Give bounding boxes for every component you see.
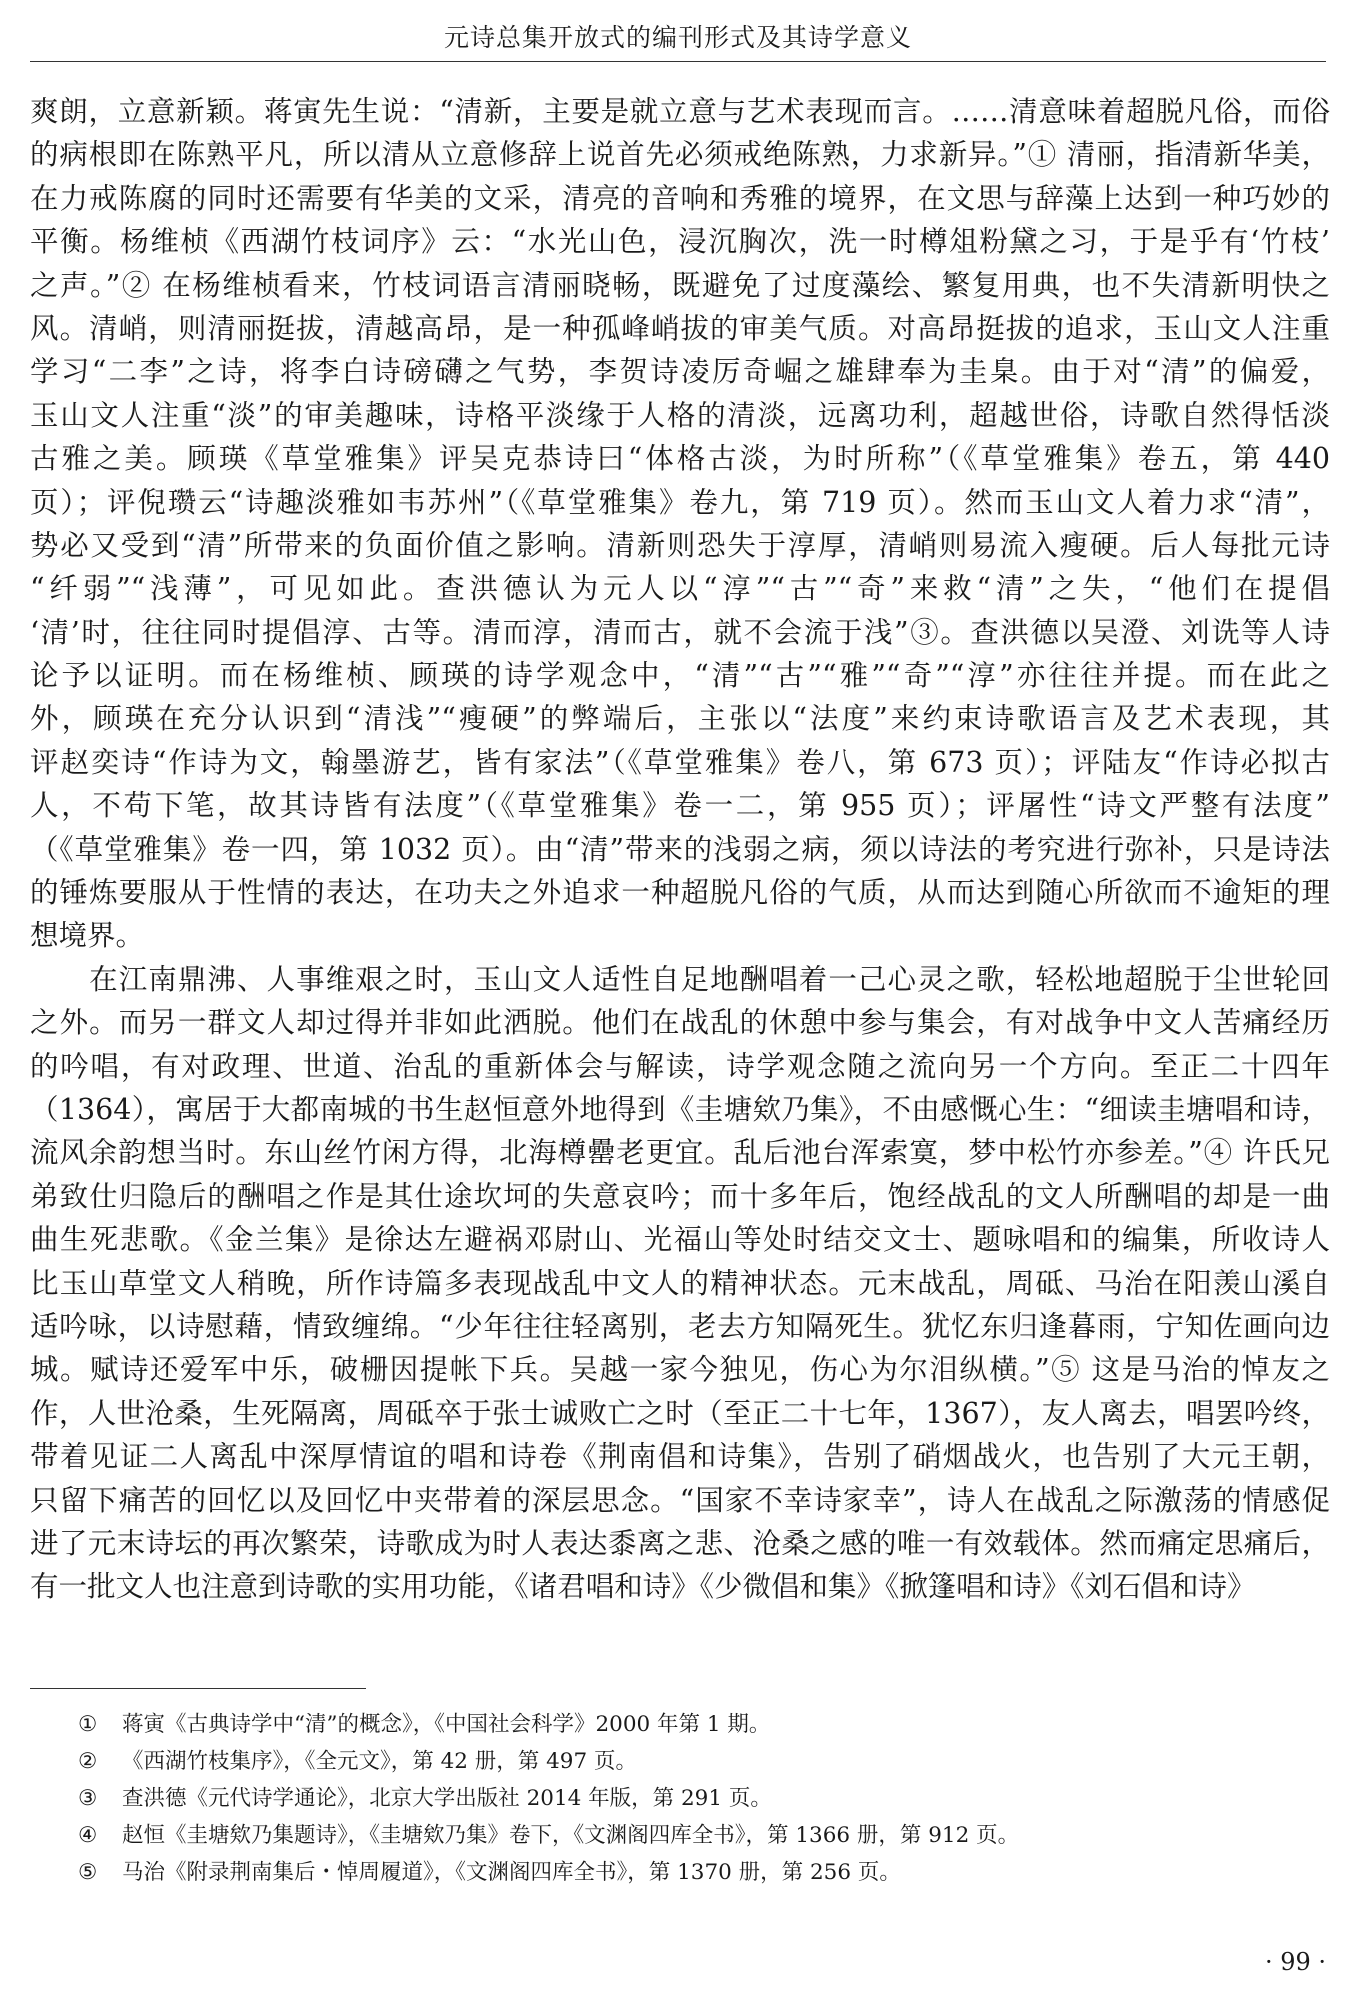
text-line: ‘清’时，往往同时提倡淳、古等。清而淳，清而古，就不会流于浅”③。查洪德以吴澄、刘诜等人诗 (30, 615, 1330, 649)
page-number: · 99 · (1264, 1948, 1326, 1976)
footnote-text: 赵恒《圭塘欸乃集题诗》，《圭塘欸乃集》卷下，《文渊阁四库全书》，第 1366 册，第 912 页。 (122, 1823, 1020, 1848)
text-line: 在力戒陈腐的同时还需要有华美的文采，清亮的音响和秀雅的境界，在文思与辞藻上达到一种巧妙的 (30, 181, 1330, 215)
footnote-number: ④ (78, 1823, 98, 1848)
running-header: 元诗总集开放式的编刊形式及其诗学意义 (443, 23, 912, 52)
text-line: 曲生死悲歌。《金兰集》是徐达左避祸邓尉山、光福山等处时结交文士、题咏唱和的编集，所收诗人 (30, 1223, 1330, 1257)
footnote-item (78, 1706, 1019, 1743)
footnote-number: ⑤ (78, 1860, 98, 1885)
text-line: 势必又受到“清”所带来的负面价值之影响。清新则恐失于淳厚，清峭则易流入瘦硬。后人每批元诗 (30, 528, 1330, 562)
main-text (30, 90, 1330, 1609)
text-line: 的锤炼要服从于性情的表达，在功夫之外追求一种超脱凡俗的气质，从而达到随心所欲而不逾矩的理 (30, 876, 1330, 910)
text-line: 带着见证二人离乱中深厚情谊的唱和诗卷《荆南倡和诗集》，告别了硝烟战火，也告别了大元王朝， (30, 1440, 1330, 1474)
text-line: 页）；评倪瓒云“诗趣淡雅如韦苏州”（《草堂雅集》卷九，第 719 页）。然而玉山文人着力求“清”， (30, 485, 1330, 519)
text-line: 人，不苟下笔，故其诗皆有法度”（《草堂雅集》卷一二，第 955 页）；评屠性“诗文严整有法度” (30, 789, 1330, 823)
text-line: 学习“二李”之诗，将李白诗磅礴之气势，李贺诗凌厉奇崛之雄肆奉为圭臬。由于对“清”的偏爱， (30, 355, 1330, 389)
text-line: 玉山文人注重“淡”的审美趣味，诗格平淡缘于人格的清淡，远离功利，超越世俗，诗歌自然得恬淡 (30, 398, 1330, 432)
footnote-text: 马治《附录荆南集后・悼周履道》，《文渊阁四库全书》，第 1370 册，第 256 页。 (122, 1860, 901, 1885)
paragraph-1 (30, 90, 1330, 958)
footnote-item (78, 1780, 1019, 1817)
footnote-rule (30, 1688, 366, 1689)
paragraph-2 (30, 958, 1330, 1609)
text-line: 论予以证明。而在杨维桢、顾瑛的诗学观念中，“清”“古”“雅”“奇”“淳”亦往往并提。而在此之 (30, 659, 1330, 693)
text-line: （1364），寓居于大都南城的书生赵恒意外地得到《圭塘欸乃集》，不由感慨心生：“细读圭塘唱和诗， (30, 1092, 1330, 1126)
text-line: 比玉山草堂文人稍晚，所作诗篇多表现战乱中文人的精神状态。元末战乱，周砥、马治在阳羡山溪自 (30, 1266, 1330, 1300)
text-line: 只留下痛苦的回忆以及回忆中夹带着的深层思念。“国家不幸诗家幸”，诗人在战乱之际激荡的情感促 (30, 1483, 1330, 1517)
text-line: 古雅之美。顾瑛《草堂雅集》评吴克恭诗曰“体格古淡，为时所称”（《草堂雅集》卷五，第 440 (30, 442, 1330, 476)
footnote-item (78, 1817, 1019, 1854)
header-rule (30, 61, 1326, 62)
footnote-text: 查洪德《元代诗学通论》，北京大学出版社 2014 年版，第 291 页。 (122, 1786, 772, 1811)
text-line: 适吟咏，以诗慰藉，情致缠绵。“少年往往轻离别，老去方知隔死生。犹忆东归逢暮雨，宁知佐画向边 (30, 1309, 1330, 1343)
text-line: 作，人世沧桑，生死隔离，周砥卒于张士诚败亡之时（至正二十七年，1367），友人离去，唱罢吟终， (30, 1396, 1330, 1430)
footnote-item (78, 1743, 1019, 1780)
text-line: 流风余韵想当时。东山丝竹闲方得，北海樽罍老更宜。乱后池台浑索寞，梦中松竹亦参差。”④ 许氏兄 (30, 1136, 1330, 1170)
text-line: 评赵奕诗“作诗为文，翰墨游艺，皆有家法”（《草堂雅集》卷八，第 673 页）；评陆友“作诗必拟古 (30, 745, 1330, 779)
text-line: 之声。”② 在杨维桢看来，竹枝词语言清丽晓畅，既避免了过度藻绘、繁复用典，也不失清新明快之 (30, 268, 1330, 302)
footnote-number: ② (78, 1749, 98, 1774)
text-line: “纤弱”“浅薄”，可见如此。查洪德认为元人以“淳”“古”“奇”来救“清”之失，“他们在提倡 (30, 572, 1330, 606)
text-line: 进了元末诗坛的再次繁荣，诗歌成为时人表达黍离之悲、沧桑之感的唯一有效载体。然而痛定思痛后， (30, 1526, 1330, 1560)
text-line: 外，顾瑛在充分认识到“清浅”“瘦硬”的弊端后，主张以“法度”来约束诗歌语言及艺术表现，其 (30, 702, 1330, 736)
footnote-text: 《西湖竹枝集序》，《全元文》，第 42 册，第 497 页。 (122, 1749, 637, 1774)
footnotes (78, 1706, 1019, 1891)
footnote-text: 蒋寅《古典诗学中“清”的概念》，《中国社会科学》2000 年第 1 期。 (122, 1712, 771, 1737)
text-line: （《草堂雅集》卷一四，第 1032 页）。由“清”带来的浅弱之病，须以诗法的考究进行弥补，只是诗法 (30, 832, 1330, 866)
text-line: 想境界。 (30, 919, 145, 953)
footnote-item (78, 1854, 1019, 1891)
text-line: 在江南鼎沸、人事维艰之时，玉山文人适性自足地酬唱着一己心灵之歌，轻松地超脱于尘世轮回 (30, 962, 1330, 996)
text-line: 之外。而另一群文人却过得并非如此洒脱。他们在战乱的休憩中参与集会，有对战争中文人苦痛经历 (30, 1006, 1330, 1040)
text-line: 有一批文人也注意到诗歌的实用功能，《诸君唱和诗》《少微倡和集》《掀篷唱和诗》《刘石倡和诗》 (30, 1570, 1256, 1604)
footnote-number: ① (78, 1712, 98, 1737)
text-line: 平衡。杨维桢《西湖竹枝词序》云：“水光山色，浸沉胸次，洗一时樽俎粉黛之习，于是乎有‘竹枝’ (30, 225, 1330, 259)
footnote-number: ③ (78, 1786, 98, 1811)
text-line: 弟致仕归隐后的酬唱之作是其仕途坎坷的失意哀吟；而十多年后，饱经战乱的文人所酬唱的却是一曲 (30, 1179, 1330, 1213)
text-line: 城。赋诗还爱军中乐，破栅因提帐下兵。吴越一家今独见，伤心为尔泪纵横。”⑤ 这是马治的悼友之 (30, 1353, 1330, 1387)
text-line: 风。清峭，则清丽挺拔，清越高昂，是一种孤峰峭拔的审美气质。对高昂挺拔的追求，玉山文人注重 (30, 311, 1330, 345)
text-line: 的吟唱，有对政理、世道、治乱的重新体会与解读，诗学观念随之流向另一个方向。至正二十四年 (30, 1049, 1330, 1083)
text-line: 爽朗，立意新颖。蒋寅先生说：“清新，主要是就立意与艺术表现而言。……清意味着超脱凡俗，而俗 (30, 95, 1330, 128)
text-line: 的病根即在陈熟平凡，所以清从立意修辞上说首先必须戒绝陈熟，力求新异。”① 清丽，指清新华美， (30, 138, 1330, 172)
